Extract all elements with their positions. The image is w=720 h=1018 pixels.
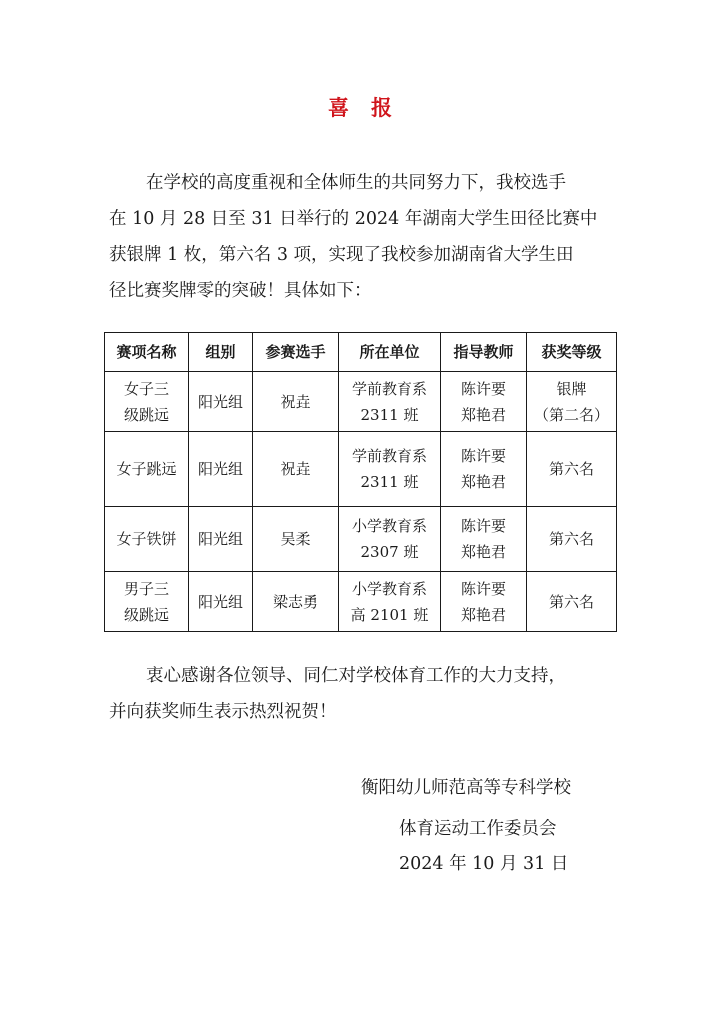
cell-award: 第六名 [527,572,617,632]
signature-date: 2024 年 10 月 31 日 [399,854,569,874]
closing-paragraph [109,658,621,730]
cell-event: 女子跳远 [105,432,189,507]
document-title: 喜报 [328,96,414,120]
cell-athlete: 祝垚 [253,432,339,507]
cell-athlete: 梁志勇 [253,572,339,632]
table-row [105,372,617,432]
awards-table [104,332,617,632]
cell-unit: 学前教育系 2311 班 [339,372,441,432]
cell-award: 第六名 [527,432,617,507]
table-row [105,507,617,572]
header-unit: 所在单位 [339,333,441,372]
table-header-row [105,333,617,372]
cell-unit: 小学教育系 高 2101 班 [339,572,441,632]
intro-paragraph [109,165,621,309]
cell-coach: 陈许要 郑艳君 [441,372,527,432]
header-event: 赛项名称 [105,333,189,372]
cell-athlete: 祝垚 [253,372,339,432]
cell-award: 第六名 [527,507,617,572]
cell-group: 阳光组 [189,432,253,507]
cell-coach: 陈许要 郑艳君 [441,507,527,572]
cell-event: 女子铁饼 [105,507,189,572]
cell-award: 银牌 （第二名） [527,372,617,432]
header-coach: 指导教师 [441,333,527,372]
cell-group: 阳光组 [189,507,253,572]
intro-line: 在 10 月 28 日至 31 日举行的 2024 年湖南大学生田径比赛中 [109,209,598,229]
signature-organization: 衡阳幼儿师范高等专科学校 [361,778,571,798]
cell-group: 阳光组 [189,572,253,632]
cell-athlete: 吴柔 [253,507,339,572]
intro-line: 获银牌 1 枚，第六名 3 项，实现了我校参加湖南省大学生田 [109,245,574,265]
cell-unit: 学前教育系 2311 班 [339,432,441,507]
cell-group: 阳光组 [189,372,253,432]
cell-event: 男子三 级跳远 [105,572,189,632]
cell-coach: 陈许要 郑艳君 [441,432,527,507]
table-row [105,432,617,507]
closing-line: 衷心感谢各位领导、同仁对学校体育工作的大力支持， [146,666,566,686]
header-award: 获奖等级 [527,333,617,372]
closing-line: 并向获奖师生表示热烈祝贺！ [109,702,337,722]
cell-unit: 小学教育系 2307 班 [339,507,441,572]
table-row [105,572,617,632]
header-athlete: 参赛选手 [253,333,339,372]
intro-line: 径比赛奖牌零的突破！具体如下： [109,281,372,301]
intro-line: 在学校的高度重视和全体师生的共同努力下，我校选手 [146,173,566,193]
header-group: 组别 [189,333,253,372]
signature-committee: 体育运动工作委员会 [399,819,557,839]
cell-event: 女子三 级跳远 [105,372,189,432]
cell-coach: 陈许要 郑艳君 [441,572,527,632]
